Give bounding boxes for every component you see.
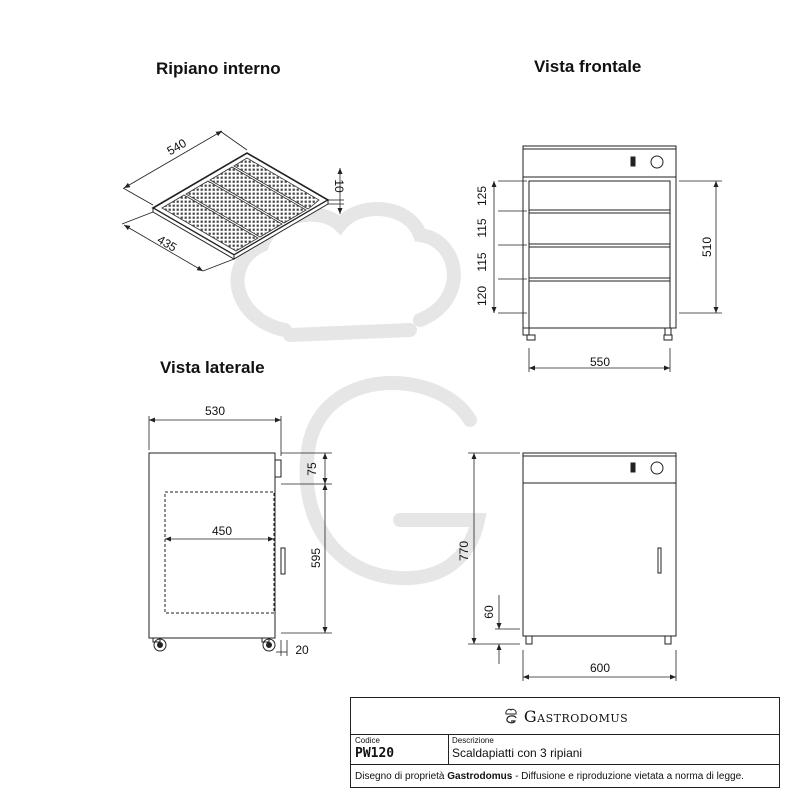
title-block xyxy=(350,697,780,788)
description-label: Descrizione xyxy=(452,736,494,745)
front-total-width-label: 600 xyxy=(589,661,611,675)
front-view-interior xyxy=(523,146,676,340)
vista-frontale-title: Vista frontale xyxy=(534,57,642,76)
front-inner-width-label: 550 xyxy=(589,355,611,369)
side-top-offset-label: 75 xyxy=(305,462,319,476)
description-cell xyxy=(448,734,779,764)
gastrodomus-g-logo-icon xyxy=(502,707,520,725)
description-value: Scaldapiatti con 3 ripiani xyxy=(452,746,583,760)
front-shelf-gap-1-label: 115 xyxy=(475,218,489,238)
brand-name: Gastrodomus xyxy=(523,706,629,726)
shelf-depth-label: 435 xyxy=(154,232,180,255)
shelf-width-label: 540 xyxy=(164,135,189,159)
code-label: Codice xyxy=(355,736,380,745)
ripiano-interno-title: Ripiano interno xyxy=(156,59,281,78)
side-view xyxy=(149,453,285,651)
vista-laterale-title: Vista laterale xyxy=(160,358,265,377)
side-inner-depth-label: 450 xyxy=(211,524,233,538)
title-block-info-row xyxy=(351,734,779,765)
copyright-prefix: Disegno di proprietà xyxy=(355,771,448,782)
front-total-height-label: 770 xyxy=(457,540,471,562)
code-cell xyxy=(351,734,449,764)
front-inner-height-label: 510 xyxy=(700,236,714,258)
front-view-closed xyxy=(523,453,676,644)
copyright-suffix: - Diffusione e riproduzione vietata a norma di legge. xyxy=(512,771,744,782)
side-depth-label: 530 xyxy=(204,404,226,418)
title-block-brand xyxy=(351,698,779,735)
side-foot-label: 20 xyxy=(295,643,309,657)
shelf-isometric-view xyxy=(153,153,328,259)
front-shelf-bottom-label: 120 xyxy=(475,285,489,307)
code-value: PW120 xyxy=(355,746,395,761)
side-inner-height-label: 595 xyxy=(309,547,323,569)
copyright-notice xyxy=(355,771,744,782)
front-shelf-gap-2-label: 115 xyxy=(475,252,489,272)
front-shelf-top-label: 125 xyxy=(475,185,489,207)
front-leg-height-label: 60 xyxy=(482,605,496,619)
shelf-height-label: 10 xyxy=(332,179,346,193)
copyright-brand: Gastrodomus xyxy=(447,771,513,782)
